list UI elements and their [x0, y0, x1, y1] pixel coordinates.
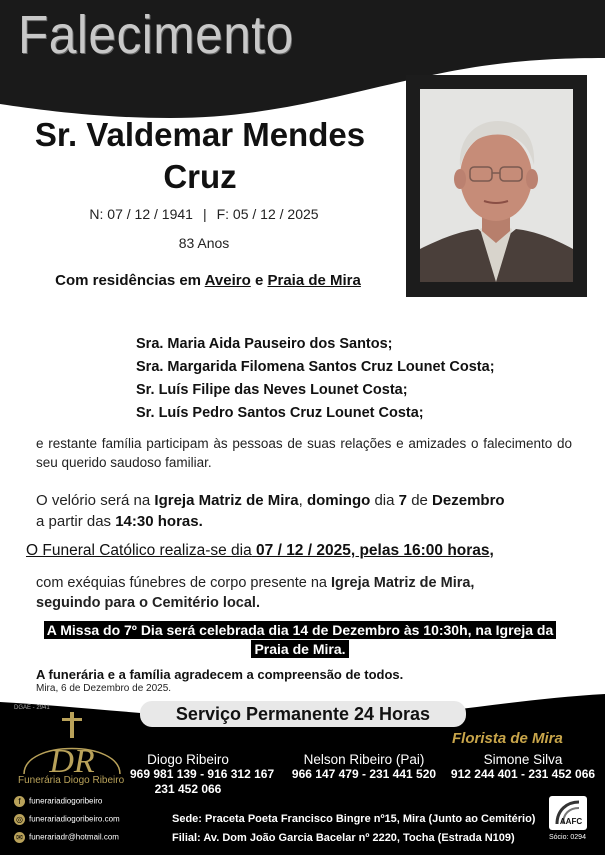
contact-person-nelson — [290, 752, 438, 782]
facebook-icon: f — [14, 796, 25, 807]
family-value: Sr. Luís Pedro Santos Cruz Lounet Costa; — [136, 405, 424, 421]
family-value: Sra. Maria Aida Pauseiro dos Santos; — [136, 336, 393, 352]
deceased-name-line2: Cruz — [163, 158, 237, 195]
portrait-frame — [406, 75, 587, 297]
contact-text: funerariadiogoribeiro — [29, 796, 103, 806]
logo-letters: DR — [49, 743, 95, 780]
residence-place-1: Aveiro — [204, 272, 251, 289]
mass-line-2: Praia de Mira. — [251, 640, 348, 658]
florist-name: Florista de Mira — [452, 730, 563, 747]
contact-text: funerariadr@hotmail.com — [29, 832, 119, 842]
contact-text: funerariadiogoribeiro.com — [29, 814, 120, 824]
wake-daynum: 7 — [398, 492, 408, 509]
family-value: Sra. Margarida Filomena Santos Cruz Lounet Costa; — [136, 359, 495, 375]
contact-website[interactable] — [14, 814, 120, 825]
portrait-photo — [420, 89, 573, 282]
dates-line — [0, 206, 408, 222]
contact-person-diogo — [130, 752, 275, 797]
burial-cemetery: seguindo para o Cemitério local. — [36, 595, 260, 611]
mass-info — [22, 621, 578, 659]
residence-and: e — [254, 272, 264, 289]
residence-line — [0, 272, 416, 289]
service-banner: Serviço Permanente 24 Horas — [140, 701, 466, 727]
wake-comma: , — [298, 492, 303, 509]
wake-text: de — [411, 492, 428, 509]
burial-info — [36, 573, 572, 613]
wake-text: dia — [374, 492, 395, 509]
contact-person-simone — [450, 752, 596, 782]
deceased-name-line1: Sr. Valdemar Mendes — [34, 116, 366, 153]
age: 83 Anos — [178, 235, 230, 251]
wake-place: Igreja Matriz de Mira — [154, 492, 299, 509]
association-logo — [549, 796, 587, 830]
residence-prefix: Com residências em — [55, 272, 202, 289]
dgae-number: DGAE - 2941 — [14, 705, 50, 711]
person-name: Nelson Ribeiro (Pai) — [303, 752, 425, 767]
page-title: Falecimento — [18, 5, 294, 65]
wake-month: Dezembro — [432, 492, 505, 509]
person-phone-2[interactable]: 231 452 066 — [154, 782, 222, 796]
place-date: Mira, 6 de Dezembro de 2025. — [36, 683, 172, 694]
burial-place: Igreja Matriz de Mira, — [331, 575, 475, 591]
instagram-icon: ◎ — [14, 814, 25, 825]
wake-info — [36, 490, 576, 532]
burial-text: com exéquias fúnebres de corpo presente na — [36, 575, 327, 591]
address-branch: Filial: Av. Dom João Garcia Bacelar nº 2220, Tocha (Estrada N109) — [172, 832, 515, 844]
mass-line-1: A Missa do 7º Dia será celebrada dia 14 de Dezembro às 10:30h, na Igreja da — [44, 621, 556, 639]
funeral-home-name: Funerária Diogo Ribeiro — [18, 775, 125, 786]
wake-text: O velório será na — [36, 492, 151, 509]
email-icon: ✉ — [14, 832, 25, 843]
wake-day: domingo — [306, 492, 371, 509]
association-logo-text: AAFC — [559, 817, 583, 826]
person-name: Simone Silva — [483, 752, 563, 767]
wake-time: 14:30 horas. — [115, 513, 203, 530]
funeral-date: 07 / 12 / 2025, pelas 16:00 horas, — [256, 542, 494, 559]
funeral-text: O Funeral Católico realiza-se dia — [26, 542, 252, 559]
person-phone[interactable]: 912 244 401 - 231 452 066 — [450, 767, 596, 781]
residence-place-2: Praia de Mira — [267, 272, 361, 289]
wake-text: a partir das — [36, 513, 112, 530]
person-phone[interactable]: 969 981 139 - 916 312 167 — [130, 767, 275, 781]
thanks-text: A funerária e a família agradecem a compreensão de todos. — [36, 667, 404, 682]
funeral-info — [26, 542, 494, 560]
family-value: Sr. Luís Filipe das Neves Lounet Costa; — [136, 382, 408, 398]
person-name: Diogo Ribeiro — [147, 752, 229, 767]
contact-facebook[interactable] — [14, 796, 102, 807]
birth-date: N: 07 / 12 / 1941 — [89, 206, 193, 222]
death-date: F: 05 / 12 / 2025 — [216, 206, 319, 222]
person-phone[interactable]: 966 147 479 - 231 441 520 — [291, 767, 437, 781]
address-headquarters: Sede: Praceta Poeta Francisco Bingre nº15, Mira (Junto ao Cemitério) — [172, 813, 536, 825]
contact-email[interactable] — [14, 832, 119, 843]
date-separator: | — [202, 206, 207, 222]
participation-text: e restante família participam às pessoas de suas relações e amizades o falecimento do seu querido saudoso familiar. — [36, 436, 572, 470]
member-number: Sócio: 0294 — [549, 834, 586, 841]
